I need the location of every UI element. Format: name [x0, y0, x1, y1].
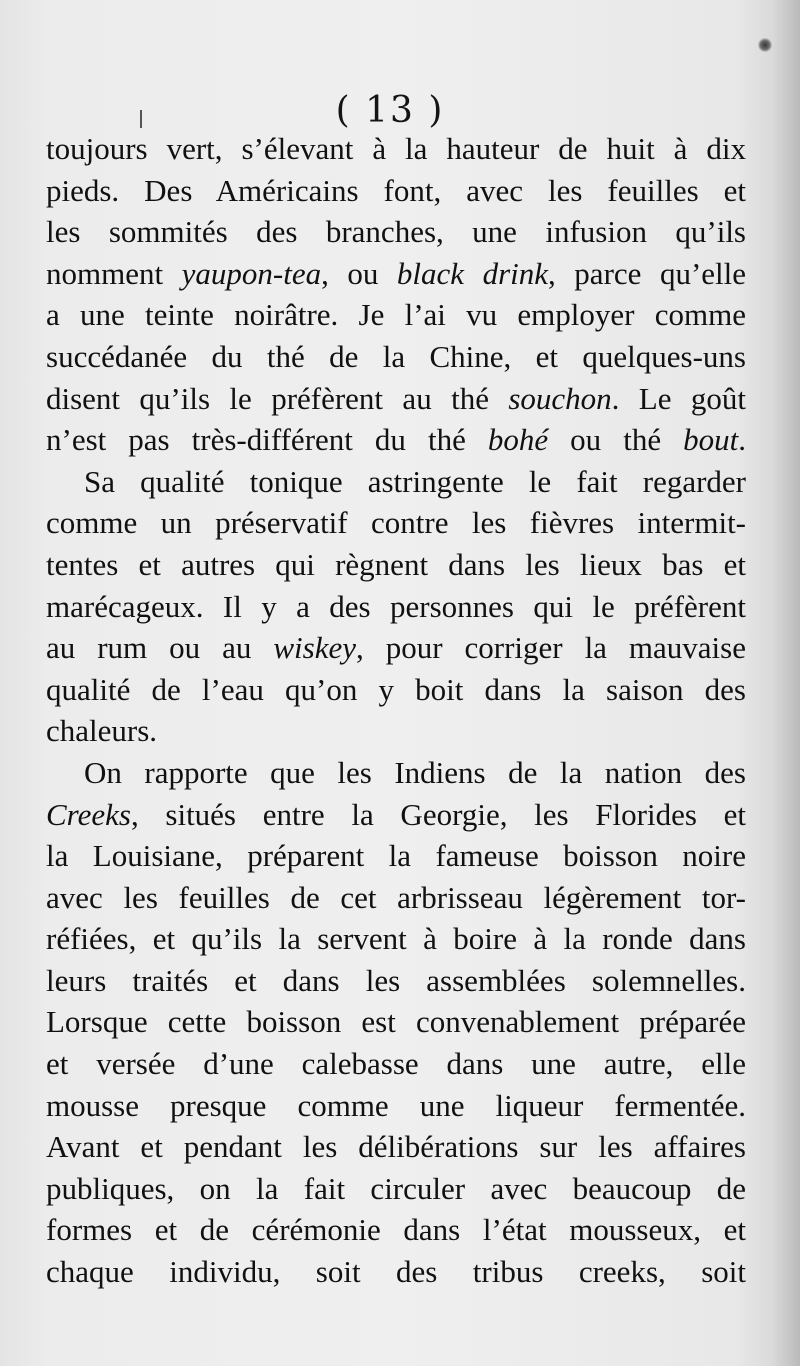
text-segment: formes et de cérémonie dans l’état mousseux, et	[46, 1212, 746, 1248]
text-line	[46, 336, 746, 378]
text-line	[46, 960, 746, 1002]
text-segment: On rapporte que les Indiens de la nation des	[84, 754, 746, 790]
text-line	[46, 794, 746, 836]
text-line	[46, 253, 746, 295]
text-segment: toujours vert, s’élevant à la hauteur de huit à dix	[46, 131, 746, 166]
text-line	[46, 835, 746, 877]
text-line	[46, 502, 746, 544]
text-segment: la Louisiane, préparent la fameuse boisson noire	[46, 838, 746, 874]
text-segment: .	[738, 422, 746, 458]
text-line	[46, 1168, 746, 1210]
text-segment: Avant et pendant les délibérations sur les affaires	[46, 1129, 746, 1165]
text-line	[46, 1251, 746, 1293]
text-segment: n’est pas très-différent du thé	[46, 422, 488, 458]
text-line	[46, 1043, 746, 1085]
italic-term: yaupon-tea	[181, 255, 322, 291]
text-segment: publiques, on la fait circuler avec beaucoup de	[46, 1170, 746, 1206]
text-line	[46, 461, 746, 503]
text-segment: succédanée du thé de la Chine, et quelques-uns	[46, 338, 746, 374]
text-segment: , situés entre la Georgie, les Florides et	[130, 796, 746, 832]
text-line	[46, 752, 746, 794]
text-line	[46, 1209, 746, 1251]
text-segment: ou thé	[548, 422, 684, 458]
text-line	[46, 211, 746, 253]
text-line	[46, 877, 746, 919]
text-segment: les sommités des branches, une infusion qu’ils	[46, 214, 746, 250]
text-segment: Sa qualité tonique astringente le fait regarder	[84, 463, 746, 499]
text-line	[46, 378, 746, 420]
text-segment: disent qu’ils le préfèrent au thé	[46, 380, 509, 416]
text-segment: a une teinte noirâtre. Je l’ai vu employer comme	[46, 297, 746, 333]
text-segment: pieds. Des Américains font, avec les feuilles et	[46, 172, 746, 208]
text-segment: au rum ou au	[46, 630, 274, 666]
text-segment: avec les feuilles de cet arbrisseau légèrement tor-	[46, 879, 746, 915]
text-segment: nomment	[46, 255, 182, 291]
text-segment: marécageux. Il y a des personnes qui le préfèrent	[46, 588, 746, 624]
text-line	[46, 669, 746, 711]
italic-term: wiskey	[273, 630, 356, 666]
text-line	[46, 294, 746, 336]
italic-term: bout	[683, 422, 739, 458]
text-line	[46, 128, 746, 170]
text-segment: , ou	[321, 255, 397, 291]
text-line	[46, 1001, 746, 1043]
text-segment: chaleurs.	[46, 713, 158, 749]
text-line	[46, 918, 746, 960]
text-segment: . Le goût	[611, 380, 746, 416]
body-text	[46, 128, 746, 1293]
page-number: ( 13 )	[335, 90, 445, 131]
text-line	[46, 1126, 746, 1168]
text-line	[46, 586, 746, 628]
text-line	[46, 710, 746, 752]
text-line	[46, 627, 746, 669]
italic-term: bohé	[487, 422, 549, 458]
text-segment: et versée d’une calebasse dans une autre, elle	[46, 1046, 746, 1082]
text-line	[46, 544, 746, 586]
italic-term: black drink	[396, 255, 549, 291]
text-segment: , parce qu’elle	[548, 255, 746, 291]
text-segment: tentes et autres qui règnent dans les lieux bas et	[46, 546, 746, 582]
text-segment: réfiées, et qu’ils la servent à boire à la ronde dans	[46, 921, 746, 957]
text-segment: , pour corriger la mauvaise	[355, 630, 746, 666]
italic-term: souchon	[508, 380, 612, 416]
text-line	[46, 1085, 746, 1127]
text-line	[46, 170, 746, 212]
text-line	[46, 419, 746, 461]
text-segment: Lorsque cette boisson est convenablement préparée	[46, 1004, 746, 1040]
text-segment: leurs traités et dans les assemblées solemnelles.	[46, 962, 746, 998]
text-segment: qualité de l’eau qu’on y boit dans la saison des	[46, 671, 746, 707]
text-segment: comme un préservatif contre les fièvres intermit-	[46, 505, 746, 541]
text-segment: chaque individu, soit des tribus creeks, soit	[46, 1254, 746, 1290]
italic-term: Creeks	[46, 796, 131, 832]
text-segment: mousse presque comme une liqueur fermentée.	[46, 1087, 746, 1123]
ink-spot	[758, 38, 772, 52]
